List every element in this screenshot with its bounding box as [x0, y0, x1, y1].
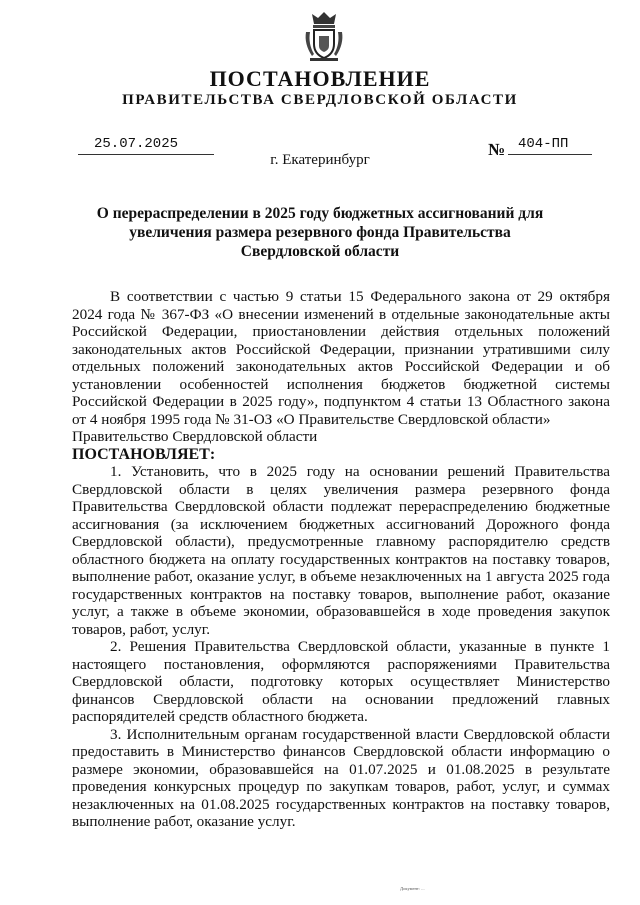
document-subject: О перераспределении в 2025 году бюджетных ассигнований для увеличения размера резервного фонда Правительства Свердловской области — [96, 205, 544, 260]
item-2: 2. Решения Правительства Свердловской области, указанные в пункте 1 настоящего постановления, оформляются распоряжениями Правительства Свердловской области, подготовку которых осуществляет Министерство финансов Свердловской области на основании предложений главных распорядителей средств областного бюджета. — [72, 638, 610, 725]
preamble: В соответствии с частью 9 статьи 15 Федерального закона от 29 октября 2024 года № 367-ФЗ «О внесении изменений в отдельные законодательные акты Российской Федерации, приостановлении действия отдельных положений законодательных актов Российской Федерации, признании утратившими силу отдельных положений законодательных актов Российской Федерации и об установлении особенностей исполнения бюджетов бюджетной системы Российской Федерации в 2025 году», подпунктом 4 статьи 13 Областного закона от 4 ноября 1995 года № 31-ОЗ «О Правительстве Свердловской области» — [72, 288, 610, 428]
coat-of-arms-icon — [304, 10, 344, 62]
item-1: 1. Установить, что в 2025 году на основании решений Правительства Свердловской области в целях увеличения размера резервного фонда Правительства Свердловской области подлежат перераспределению бюджетные ассигнования (за исключением бюджетных ассигнований Дорожного фонда Свердловской области), предусмотренные главному распорядителю средств областного бюджета на оплату государственных контрактов на поставку товаров, выполнение работ, оказание услуг, в объеме незаключенных на 1 августа 2025 года государственных контрактов на поставку товаров, выполнение работ, оказание услуг, а также в объеме экономии, образовавшейся в ходе проведения закупок товаров, работ, услуг. — [72, 463, 610, 638]
footer-meta: Документ: ... — [400, 886, 425, 891]
document-body — [72, 288, 610, 831]
decree-heading: ПОСТАНОВЛЯЕТ: — [72, 445, 216, 463]
item-3: 3. Исполнительным органам государственной власти Свердловской области предоставить в Министерство финансов Свердловской области информацию о размере экономии, образовавшейся на 01.07.2025 и 01.08.2025 в результате проведения конкурсных процедур по закупкам товаров, работ, услуг, и суммах незаключенных на 01.08.2025 государственных контрактов на поставку товаров, выполнение работ, оказание услуг. — [72, 725, 610, 830]
document-number: 404-ПП — [508, 136, 592, 155]
preamble-end: Правительство Свердловской области — [72, 428, 318, 445]
issuer-subtitle: ПРАВИТЕЛЬСТВА СВЕРДЛОВСКОЙ ОБЛАСТИ — [122, 92, 518, 108]
city: г. Екатеринбург — [270, 152, 370, 168]
document-type-title: ПОСТАНОВЛЕНИЕ — [209, 66, 431, 91]
document-date: 25.07.2025 — [78, 136, 214, 155]
number-sign: № — [488, 140, 506, 159]
